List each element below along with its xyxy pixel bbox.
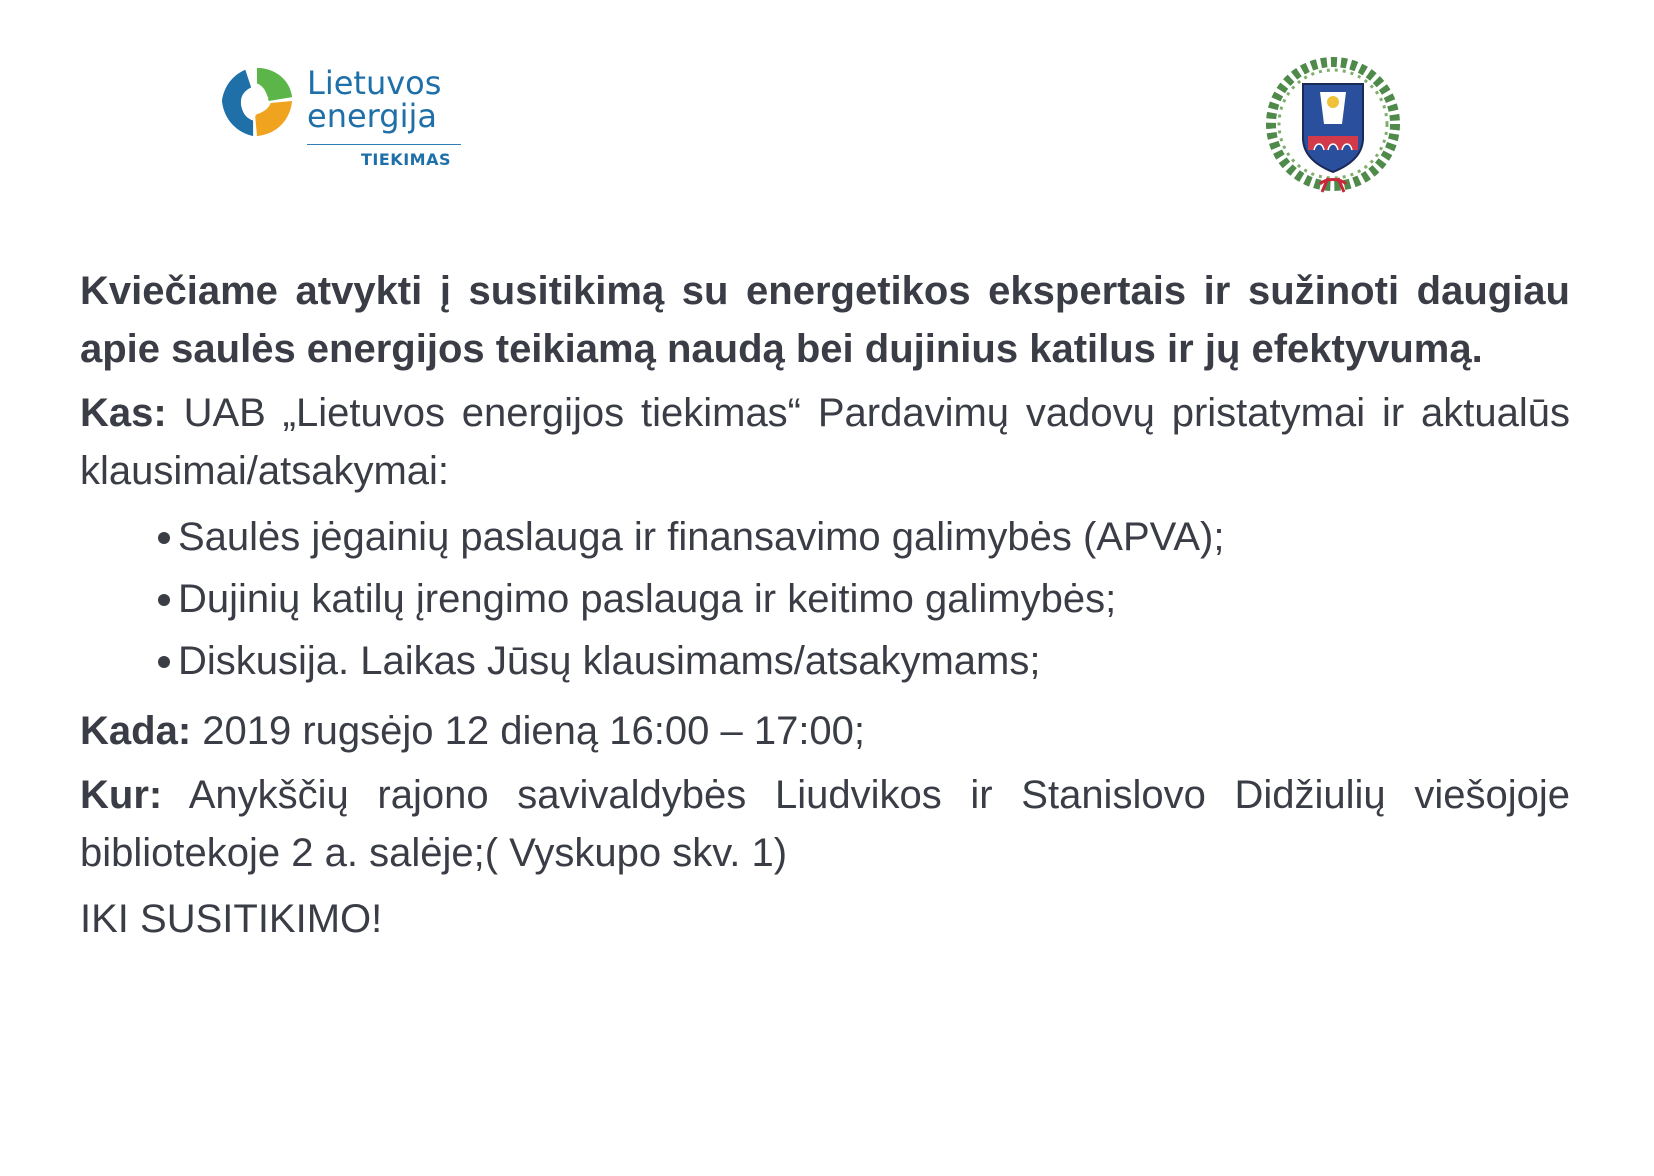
agenda-list [80,506,1570,692]
list-item-text: Diskusija. Laikas Jūsų klausimams/atsakymams; [178,639,1041,683]
logo-word-energija: energija [307,97,437,135]
bullet-icon [158,656,170,668]
kada-text: 2019 rugsėjo 12 dieną 16:00 – 17:00; [202,709,866,753]
kas-paragraph [80,384,1570,500]
kas-text: UAB „Lietuvos energijos tiekimas“ Pardavimų vadovų pristatymai ir aktualūs klausimai/atsakymai: [80,391,1570,493]
list-item [156,568,1570,630]
kada-label: Kada: [80,709,192,753]
logo-mark-icon [218,62,296,140]
list-item [156,506,1570,568]
logo-divider [307,144,461,145]
bullet-icon [158,532,170,544]
bullet-icon [158,594,170,606]
kur-label: Kur: [80,773,163,817]
list-item-text: Dujinių katilų įrengimo paslauga ir keitimo galimybės; [178,577,1117,621]
list-item [156,630,1570,692]
kur-paragraph [80,766,1570,882]
closing-line: IKI SUSITIKIMO! [80,897,383,941]
lietuvos-energija-logo [218,58,468,178]
coat-of-arms-icon [1258,52,1408,200]
list-item-text: Saulės jėgainių paslauga ir finansavimo galimybės (APVA); [178,515,1225,559]
headline: Kviečiame atvykti į susitikimą su energetikos ekspertais ir sužinoti daugiau apie saulės energijos teikiamą naudą bei dujinius katilus ir jų efektyvumą. [80,269,1570,371]
kas-label: Kas: [80,391,167,435]
logo-word-lietuvos: Lietuvos [307,64,442,102]
logo-subline: TIEKIMAS [361,150,451,169]
kur-text: Anykščių rajono savivaldybės Liudvikos ir Stanislovo Didžiulių viešojoje bibliotekoje 2 a. salėje;( Vyskupo skv. 1) [80,773,1570,875]
kada-paragraph [80,702,1570,760]
invitation-body [80,262,1570,948]
